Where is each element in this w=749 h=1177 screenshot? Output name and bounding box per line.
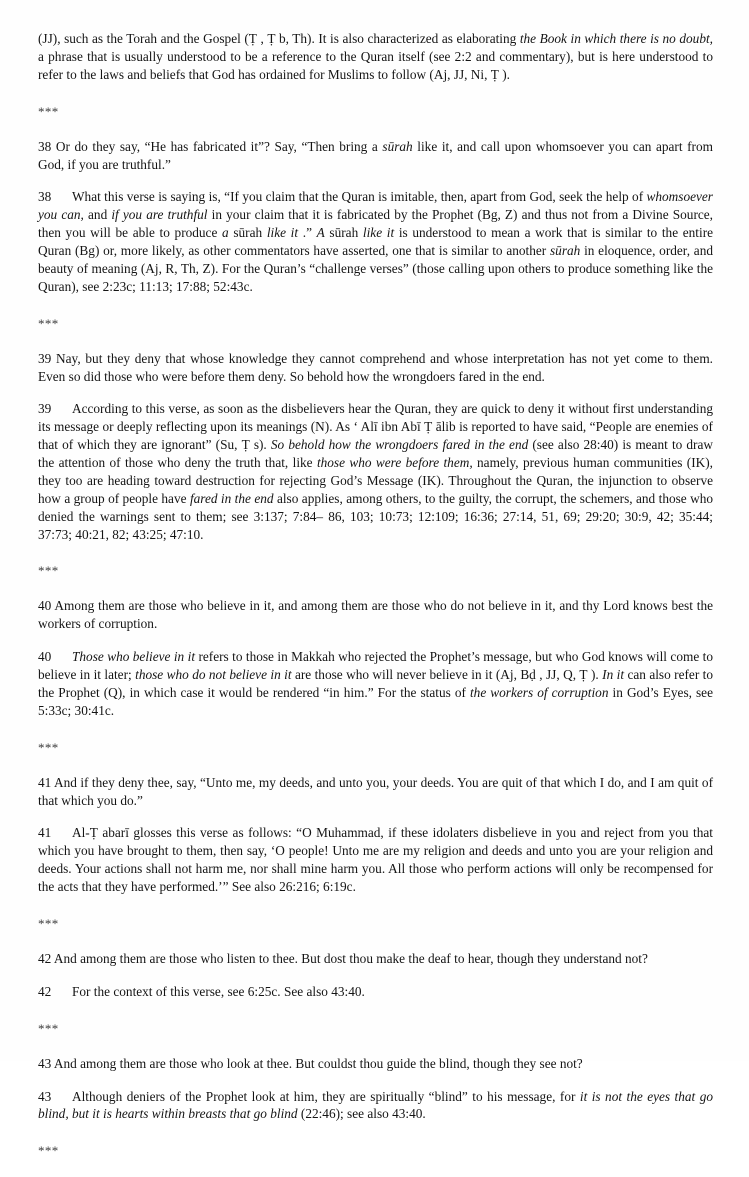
commentary-paragraph-39	[38, 400, 713, 543]
verse-paragraph-39	[38, 350, 713, 386]
section-separator: ***	[38, 103, 59, 119]
text-run: 42 And among them are those who listen to thee. But dost thou make the deaf to hear, though they understand not?	[38, 950, 648, 966]
vertical-spacer	[38, 1123, 713, 1144]
section-separator: ***	[38, 915, 59, 931]
continuation-paragraph	[38, 30, 713, 84]
text-run: sūrah	[228, 225, 267, 241]
italic-run: like it	[266, 225, 299, 241]
italic-run: the workers of corruption	[469, 684, 609, 700]
italic-run: those who were before them,	[316, 455, 473, 470]
italic-run: In it	[602, 667, 625, 682]
italic-run: like it	[362, 225, 395, 241]
text-run: .”	[298, 225, 317, 241]
text-run: Al-Ṭ abarī glosses this verse as follows: “O Muhammad, if these idolaters disbelieve in you and reject from you that which you have brought to them, then say, ‘O people! Unto me are my religion and deeds and unto you are your religion and deeds. Your actions shall not harm me, nor shall mine harm you. All those who perform actions will only be recompensed for the acts that they have performed.’” See also 26:216; 6:19c.	[38, 825, 713, 894]
vertical-spacer	[38, 1035, 713, 1055]
vertical-spacer	[38, 720, 713, 741]
vertical-spacer	[38, 1157, 713, 1177]
verse-paragraph-38	[38, 138, 713, 174]
vertical-spacer	[38, 809, 713, 824]
vertical-spacer	[38, 930, 713, 950]
text-run: (see also 28:40) is meant to draw the attention of those who deny the truth that, like	[38, 437, 713, 470]
text-run: 40 Among them are those who believe in it, and among them are those who do not believe in it, and thy Lord knows best the workers of corruption.	[38, 598, 713, 632]
commentary-paragraph-41	[38, 824, 713, 896]
text-run: in God’s Eyes, see 5:33c; 30:41c.	[38, 684, 713, 718]
vertical-spacer	[38, 968, 713, 983]
vertical-spacer	[38, 754, 713, 774]
section-separator: ***	[38, 315, 59, 331]
text-run: in your claim that it is fabricated by the Prophet (Bg, Z) and thus not from a Divine Source, then you will be able to produce	[38, 207, 713, 241]
text-run: 38 Or do they say, “He has fabricated it”? Say, “Then bring a	[38, 138, 383, 154]
commentary-paragraph-42	[38, 983, 713, 1001]
text-run: namely, previous human communities (IK), they too are heading toward destruction for rejecting God’s Message (IK). Throughout the Quran, the injunction to observe how a group of people have	[38, 455, 713, 506]
italic-run: it is not the eyes that go blind, but it is hearts within breasts that go blind	[38, 1088, 713, 1122]
italic-run: those who do not believe in it	[135, 667, 292, 682]
vertical-spacer	[38, 385, 713, 400]
text-run: a phrase that is usually understood to be a reference to the Quran itself (see 2:2 and commentary), but is here understood to refer to the laws and beliefs that God has ordained for Muslims to follow (Aj, JJ, Ni, Ṭ ).	[38, 48, 713, 82]
commentary-number: 41	[38, 825, 52, 841]
vertical-spacer	[38, 633, 713, 648]
commentary-number: 42	[38, 983, 52, 999]
text-run: also applies, among others, to the guilty, the corrupt, the schemers, and those who denied the warnings sent to them; see 3:137; 7:84– 86, 103; 10:73; 12:109; 16:36; 27:14, 51, 69; 29:20; 30:9, 42; 35:44; 37:73; 40:21, 82; 43:25; 47:10.	[38, 490, 713, 542]
commentary-paragraph-38	[38, 188, 713, 295]
text-run: According to this verse, as soon as the disbelievers hear the Quran, they are quick to deny it without first understanding its message or deeply reflecting upon its meanings (N). As ʻ Alī ibn Abī Ṭ ālib is reported to have said, “People are enemies of that of which they are ignorant” (Su, Ṭ s).	[38, 401, 713, 453]
section-separator: ***	[38, 1020, 59, 1036]
text-run: can also refer to the Prophet (Q), in which case it would be rendered “in him.” For the status of	[38, 667, 714, 700]
commentary-paragraph-43	[38, 1088, 713, 1124]
text-run: refers to those in Makkah who rejected the Prophet’s message, but who God knows will come to believe in it later;	[38, 649, 713, 682]
commentary-number: 39	[38, 401, 52, 417]
verse-paragraph-41	[38, 774, 713, 810]
commentary-number: 43	[38, 1088, 52, 1104]
page-content	[38, 30, 713, 1177]
verse-paragraph-43	[38, 1055, 713, 1073]
text-run: are those who will never believe in it (Aj, Bḍ , JJ, Q, Ṭ ).	[291, 667, 603, 682]
text-run: 41 And if they deny thee, say, “Unto me, my deeds, and unto you, your deeds. You are quit of that which I do, and I am quit of that which you do.”	[38, 774, 713, 808]
commentary-paragraph-40	[38, 648, 713, 720]
section-separator: ***	[38, 1143, 59, 1159]
text-run: sūrah	[324, 225, 363, 241]
italic-run: So behold how the wrongdoers fared in the end	[270, 437, 529, 453]
text-run: and	[83, 207, 112, 223]
italic-run: sūrah	[382, 138, 413, 154]
text-column	[38, 30, 713, 1177]
text-run: Although deniers of the Prophet look at him, they are spiritually “blind” to his message, for	[72, 1088, 580, 1104]
text-run: like it, and call upon whomsoever you can apart from God, if you are truthful.”	[38, 138, 713, 172]
italic-run: a	[222, 225, 229, 241]
text-run: (JJ), such as the Torah and the Gospel (Ṭ , Ṭ b, Th). It is also characterized as elaborating	[38, 31, 520, 46]
text-run: 39 Nay, but they deny that whose knowledge they cannot comprehend and whose interpretation has not yet come to them. Even so did those who were before them deny. So behold how the wrongdoers fared in the end.	[38, 350, 713, 384]
vertical-spacer	[38, 1073, 713, 1088]
commentary-number: 38	[38, 189, 52, 205]
verse-paragraph-42	[38, 950, 713, 968]
section-separator: ***	[38, 739, 59, 755]
italic-run: Those who believe in it	[72, 649, 196, 665]
vertical-spacer	[38, 84, 713, 105]
text-run: in eloquence, order, and beauty of meaning (Aj, R, Th, Z). For the Quran’s “challenge verses” (those calling upon others to produce something like the Quran), see 2:23c; 11:13; 17:88; 52:43c.	[38, 243, 713, 294]
text-run: For the context of this verse, see 6:25c. See also 43:40.	[72, 983, 365, 999]
commentary-number: 40	[38, 649, 52, 665]
italic-run: the Book in which there is no doubt,	[519, 31, 713, 46]
vertical-spacer	[38, 296, 713, 317]
vertical-spacer	[38, 118, 713, 138]
vertical-spacer	[38, 896, 713, 917]
italic-run: sūrah	[550, 243, 581, 258]
vertical-spacer	[38, 330, 713, 350]
text-run: (22:46); see also 43:40.	[297, 1106, 426, 1122]
text-run: What this verse is saying is, “If you claim that the Quran is imitable, then, apart from God, seek the help of	[72, 189, 647, 205]
italic-run: whomsoever you can,	[38, 189, 713, 223]
text-run: is understood to mean a work that is similar to the entire Quran (Bg) or, more likely, as other commentators have asserted, one that is similar to another	[38, 225, 714, 258]
italic-run: fared in the end	[189, 490, 274, 506]
italic-run: if you are truthful	[111, 207, 208, 223]
section-separator: ***	[38, 563, 59, 579]
text-run: 43 And among them are those who look at thee. But couldst thou guide the blind, though they see not?	[38, 1055, 583, 1071]
verse-paragraph-40	[38, 597, 713, 633]
vertical-spacer	[38, 577, 713, 597]
vertical-spacer	[38, 543, 713, 564]
italic-run: A	[316, 225, 325, 241]
vertical-spacer	[38, 1001, 713, 1022]
vertical-spacer	[38, 173, 713, 188]
